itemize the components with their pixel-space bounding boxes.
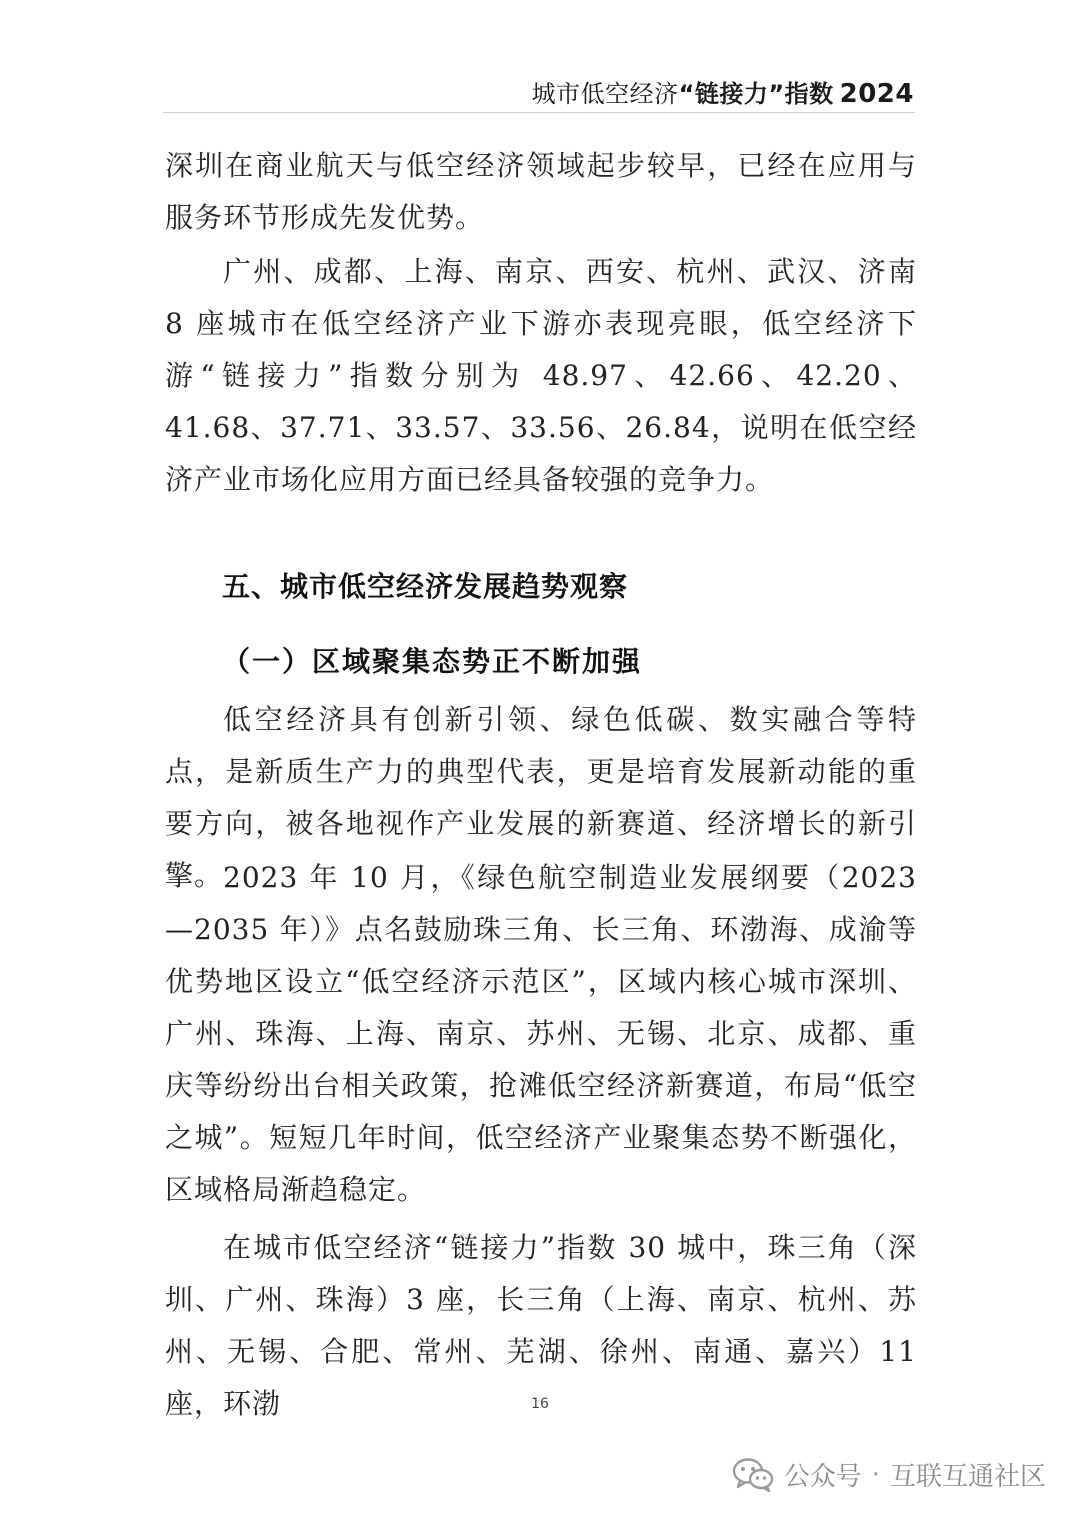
watermark xyxy=(732,1456,1046,1493)
header-title-prefix: 城市低空经济 xyxy=(531,80,679,108)
page-header-title xyxy=(532,74,914,109)
section-heading: 五、城市低空经济发展趋势观察 xyxy=(222,570,629,603)
paragraph-policy: 2023 年 10 月，《绿色航空制造业发展纲要（2023—2035 年）》点名鼓励珠三角、长三角、环渤海、成渝等优势地区设立“低空经济示范区”，区域内核心城市深圳、广州、珠海、上海、南京、苏州、无锡、北京、成都、重庆等纷纷出台相关政策，抢滩低空经济新赛道，布局“低空之城”。短短几年时间，低空经济产业聚集态势不断强化，区域格局渐趋稳定。 xyxy=(165,861,917,1206)
page-number: 16 xyxy=(531,1396,549,1412)
header-year: 2024 xyxy=(839,79,914,109)
subsection-heading: （一）区域聚集态势正不断加强 xyxy=(222,645,643,678)
paragraph-features: 低空经济具有创新引领、绿色低碳、数实融合等特点，是新质生产力的典型代表，更是培育发展新动能的重要方向，被各地视作产业发展的新赛道、经济增长的新引擎。 xyxy=(165,703,917,892)
header-divider xyxy=(163,112,915,113)
header-title-emphasis: “链接力” xyxy=(678,80,785,108)
watermark-separator: · xyxy=(871,1459,880,1490)
paragraph-regions: 在城市低空经济“链接力”指数 30 城中，珠三角（深圳、广州、珠海）3 座，长三角（上海、南京、杭州、苏州、无锡、合肥、常州、芜湖、徐州、南通、嘉兴）11 座，环渤 xyxy=(165,1231,917,1420)
wechat-icon xyxy=(732,1457,774,1493)
header-title-suffix: 指数 xyxy=(784,80,834,108)
paragraph-downstream-cities: 广州、成都、上海、南京、西安、杭州、武汉、济南 8 座城市在低空经济产业下游亦表现亮眼，低空经济下游“链接力”指数分别为 48.97、42.66、42.20、41.68、37.71、33.57、33.56、26.84，说明在低空经济产业市场化应用方面已经具备较强的竞争力。 xyxy=(165,255,917,496)
paragraph-shenzhen: 深圳在商业航天与低空经济领域起步较早，已经在应用与服务环节形成先发优势。 xyxy=(165,149,917,234)
watermark-platform: 公众号 xyxy=(783,1462,862,1492)
watermark-account: 互联互通社区 xyxy=(889,1462,1046,1492)
